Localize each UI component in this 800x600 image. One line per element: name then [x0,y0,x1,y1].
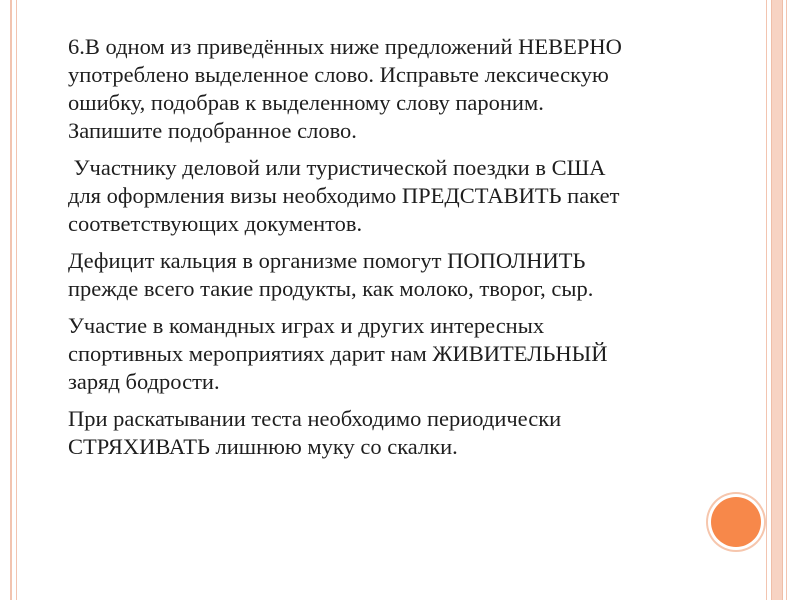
item-text [68,154,619,238]
text-line: 6.В одном из приведённых ниже предложений НЕВЕРНО [68,34,622,59]
text-line: употреблено выделенное слово. Исправьте лексическую [68,62,609,87]
item-text [68,312,608,396]
item-text [68,247,593,303]
list-item [40,312,730,396]
text-line: При раскатывании теста необходимо периодически [68,406,562,431]
right-border-band [771,0,783,600]
text-line: Участнику деловой или туристической поездки в США [68,155,606,180]
text-line: спортивных мероприятиях дарит нам ЖИВИТЕЛЬНЫЙ [68,341,608,366]
text-line: Участие в командных играх и других интересных [68,313,545,338]
item-text [68,33,622,145]
bullet-icon [40,154,68,155]
text-line: Дефицит кальция в организме помогут ПОПОЛНИТЬ [68,248,586,273]
right-border-line-outer [786,0,787,600]
text-line: СТРЯХИВАТЬ лишнюю муку со скалки. [68,434,458,459]
text-line: прежде всего такие продукты, как молоко, творог, сыр. [68,276,594,301]
right-border-line [766,0,767,600]
list-item [40,405,730,461]
decorative-circle [711,497,761,547]
text-line: ошибку, подобрав к выделенному слову пароним. [68,90,544,115]
list-item [40,33,730,145]
text-line: для оформления визы необходимо ПРЕДСТАВИТЬ пакет [68,183,620,208]
bullet-list [40,33,730,470]
text-line: Запишите подобранное слово. [68,118,357,143]
bullet-icon [40,33,68,34]
text-line: заряд бодрости. [68,369,220,394]
left-border-line-inner [16,0,17,600]
item-text [68,405,561,461]
bullet-icon [40,247,68,248]
text-line: соответствующих документов. [68,211,363,236]
list-item [40,247,730,303]
left-border-line [10,0,12,600]
bullet-icon [40,405,68,406]
bullet-icon [40,312,68,313]
list-item [40,154,730,238]
